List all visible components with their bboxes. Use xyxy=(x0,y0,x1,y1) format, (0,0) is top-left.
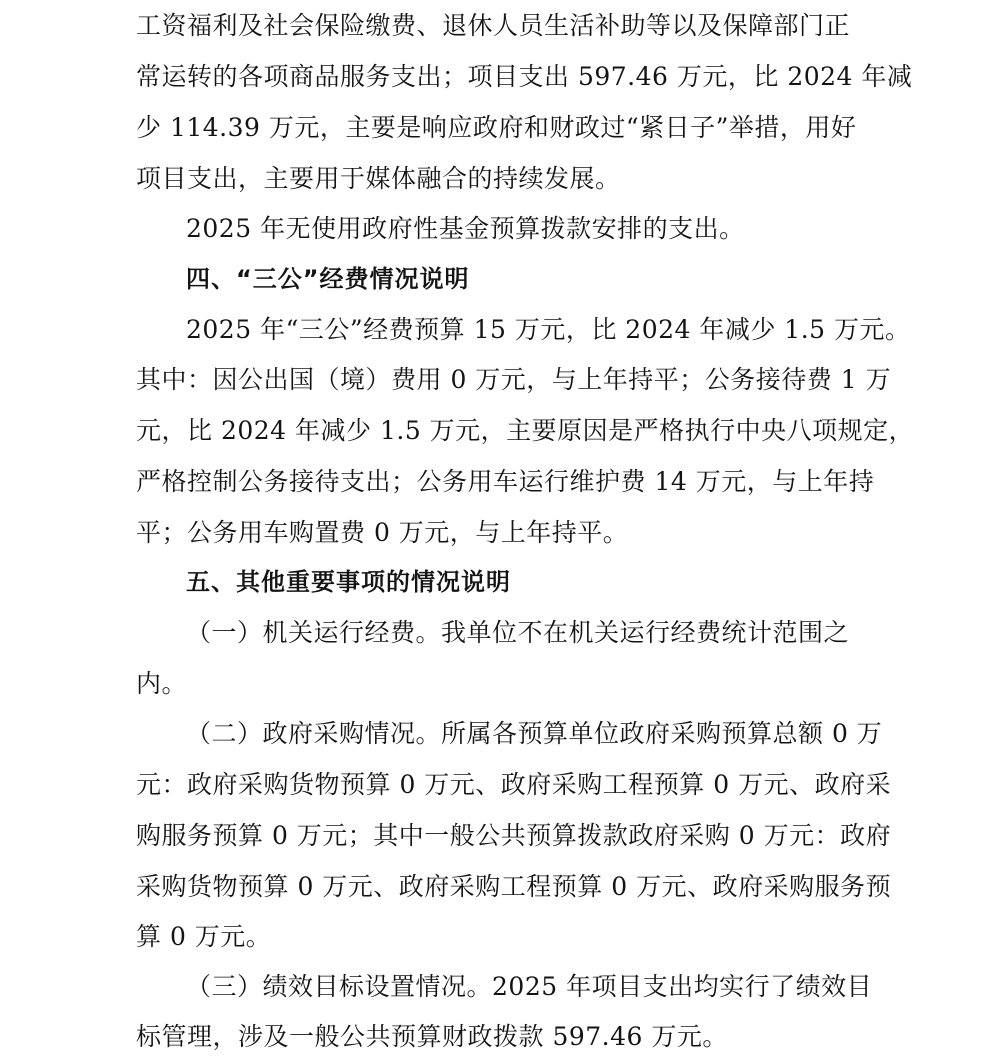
paragraph-line: 内。 xyxy=(136,669,188,698)
paragraph-line: 常运转的各项商品服务支出；项目支出 597.46 万元，比 2024 年减 xyxy=(136,62,913,91)
paragraph-line: 少 114.39 万元，主要是响应政府和财政过“紧日子”举措，用好 xyxy=(136,113,857,142)
paragraph-line: 算 0 万元。 xyxy=(136,922,272,951)
section-heading-sangong: 四、“三公”经费情况说明 xyxy=(186,265,470,293)
section-heading-other: 五、其他重要事项的情况说明 xyxy=(186,568,511,596)
paragraph-line: 工资福利及社会保险缴费、退休人员生活补助等以及保障部门正 xyxy=(136,11,851,40)
paragraph-line: （三）绩效目标设置情况。2025 年项目支出均实行了绩效目 xyxy=(186,972,873,1001)
paragraph-line: 购服务预算 0 万元；其中一般公共预算拨款政府采购 0 万元：政府 xyxy=(136,821,892,850)
paragraph-line: 元，比 2024 年减少 1.5 万元，主要原因是严格执行中央八项规定， xyxy=(136,416,915,445)
paragraph-line: 元：政府采购货物预算 0 万元、政府采购工程预算 0 万元、政府采 xyxy=(136,770,892,799)
paragraph-line: 标管理，涉及一般公共预算财政拨款 597.46 万元。 xyxy=(136,1022,728,1051)
paragraph-line: 2025 年“三公”经费预算 15 万元，比 2024 年减少 1.5 万元。 xyxy=(186,315,911,344)
paragraph-line: 平；公务用车购置费 0 万元，与上年持平。 xyxy=(136,518,629,547)
paragraph-line: 2025 年无使用政府性基金预算拨款安排的支出。 xyxy=(186,214,745,243)
paragraph-line: （二）政府采购情况。所属各预算单位政府采购预算总额 0 万 xyxy=(186,719,883,748)
paragraph-line: 其中：因公出国（境）费用 0 万元，与上年持平；公务接待费 1 万 xyxy=(136,365,892,394)
paragraph-line: （一）机关运行经费。我单位不在机关运行经费统计范围之 xyxy=(186,618,850,647)
paragraph-line: 采购货物预算 0 万元、政府采购工程预算 0 万元、政府采购服务预 xyxy=(136,872,892,901)
paragraph-line: 严格控制公务接待支出；公务用车运行维护费 14 万元，与上年持 xyxy=(136,467,875,496)
paragraph-line: 项目支出，主要用于媒体融合的持续发展。 xyxy=(136,164,621,193)
